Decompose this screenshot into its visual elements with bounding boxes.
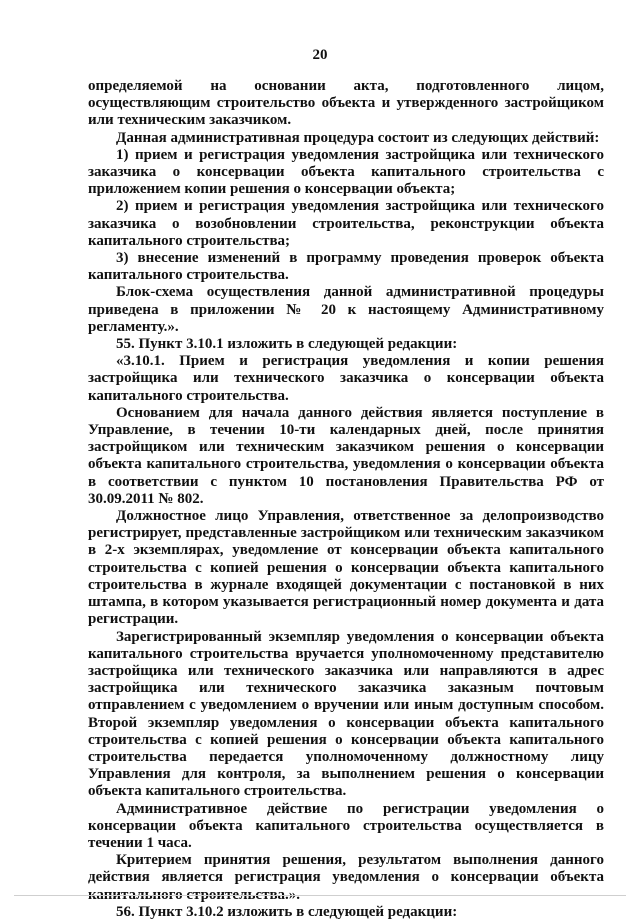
list-item-2: 2) прием и регистрация уведомления застройщика или технического заказчика о возобновлении строительства, реконструкции объекта капитального строительства; (88, 198, 604, 249)
paragraph-official: Должностное лицо Управления, ответственное за делопроизводство регистрирует, представленные застройщиком или техническим заказчиком в 2-х экземплярах, уведомление от консервации объекта капитального строительства с копией решения о консервации объекта капитального строительства в журнале входящей документации с постановкой в них штампа, в котором указывается регистрационный номер документа и дата регистрации. (88, 508, 604, 628)
paragraph-continuation: определяемой на основании акта, подготовленного лицом, осуществляющим строительство объекта и утвержденного застройщиком или техническим заказчиком. (88, 78, 604, 129)
paragraph-block-scheme: Блок-схема осуществления данной административной процедуры приведена в приложении № 20 к настоящему Административному регламенту.». (88, 284, 604, 335)
paragraph-procedure-intro: Данная административная процедура состоит из следующих действий: (116, 129, 600, 146)
paragraph-item-56: 56. Пункт 3.10.2 изложить в следующей редакции: (116, 903, 458, 920)
paragraph-registered-copy: Зарегистрированный экземпляр уведомления о консервации объекта капитального строительства вручается уполномоченному представителю застройщика или технического заказчика или направляются в адрес застройщика или технического заказчика заказным почтовым отправлением с уведомлением о вручении или иным доступным способом. Второй экземпляр уведомления о консервации объекта капитального строительства с копией решения о консервации объекта капитального строительства передается уполномоченному должностному лицу Управления для контроля, за выполнением решения о консервации объекта капитального строительства. (88, 628, 604, 800)
footer-divider (14, 895, 626, 896)
paragraph-basis: Основанием для начала данного действия является поступление в Управление, в течении 10-ти календарных дней, после принятия застройщиком или техническим заказчиком решения о консервации объекта капитального строительства, уведомления о консервации объекта в соответствии с пунктом 10 постановления Правительства РФ от 30.09.2011 № 802. (88, 404, 604, 507)
page-number: 20 (312, 47, 328, 63)
paragraph-item-55: 55. Пункт 3.10.1 изложить в следующей редакции: (116, 336, 458, 353)
paragraph-3-10-1: «3.10.1. Прием и регистрация уведомления и копии решения застройщика или технического заказчика о консервации объекта капитального строительства. (88, 353, 604, 404)
list-item-1: 1) прием и регистрация уведомления застройщика или технического заказчика о консервации объекта капитального строительства с приложением копии решения о консервации объекта; (88, 146, 604, 198)
document-body (88, 78, 604, 921)
paragraph-duration: Административное действие по регистрации уведомления о консервации объекта капитального строительства осуществляется в течении 1 часа. (88, 800, 604, 851)
paragraph-criterion: Критерием принятия решения, результатом выполнения данного действия является регистрация уведомления о консервации объекта капитального строительства.». (88, 852, 604, 903)
list-item-3: 3) внесение изменений в программу проведения проверок объекта капитального строительства. (88, 250, 604, 284)
